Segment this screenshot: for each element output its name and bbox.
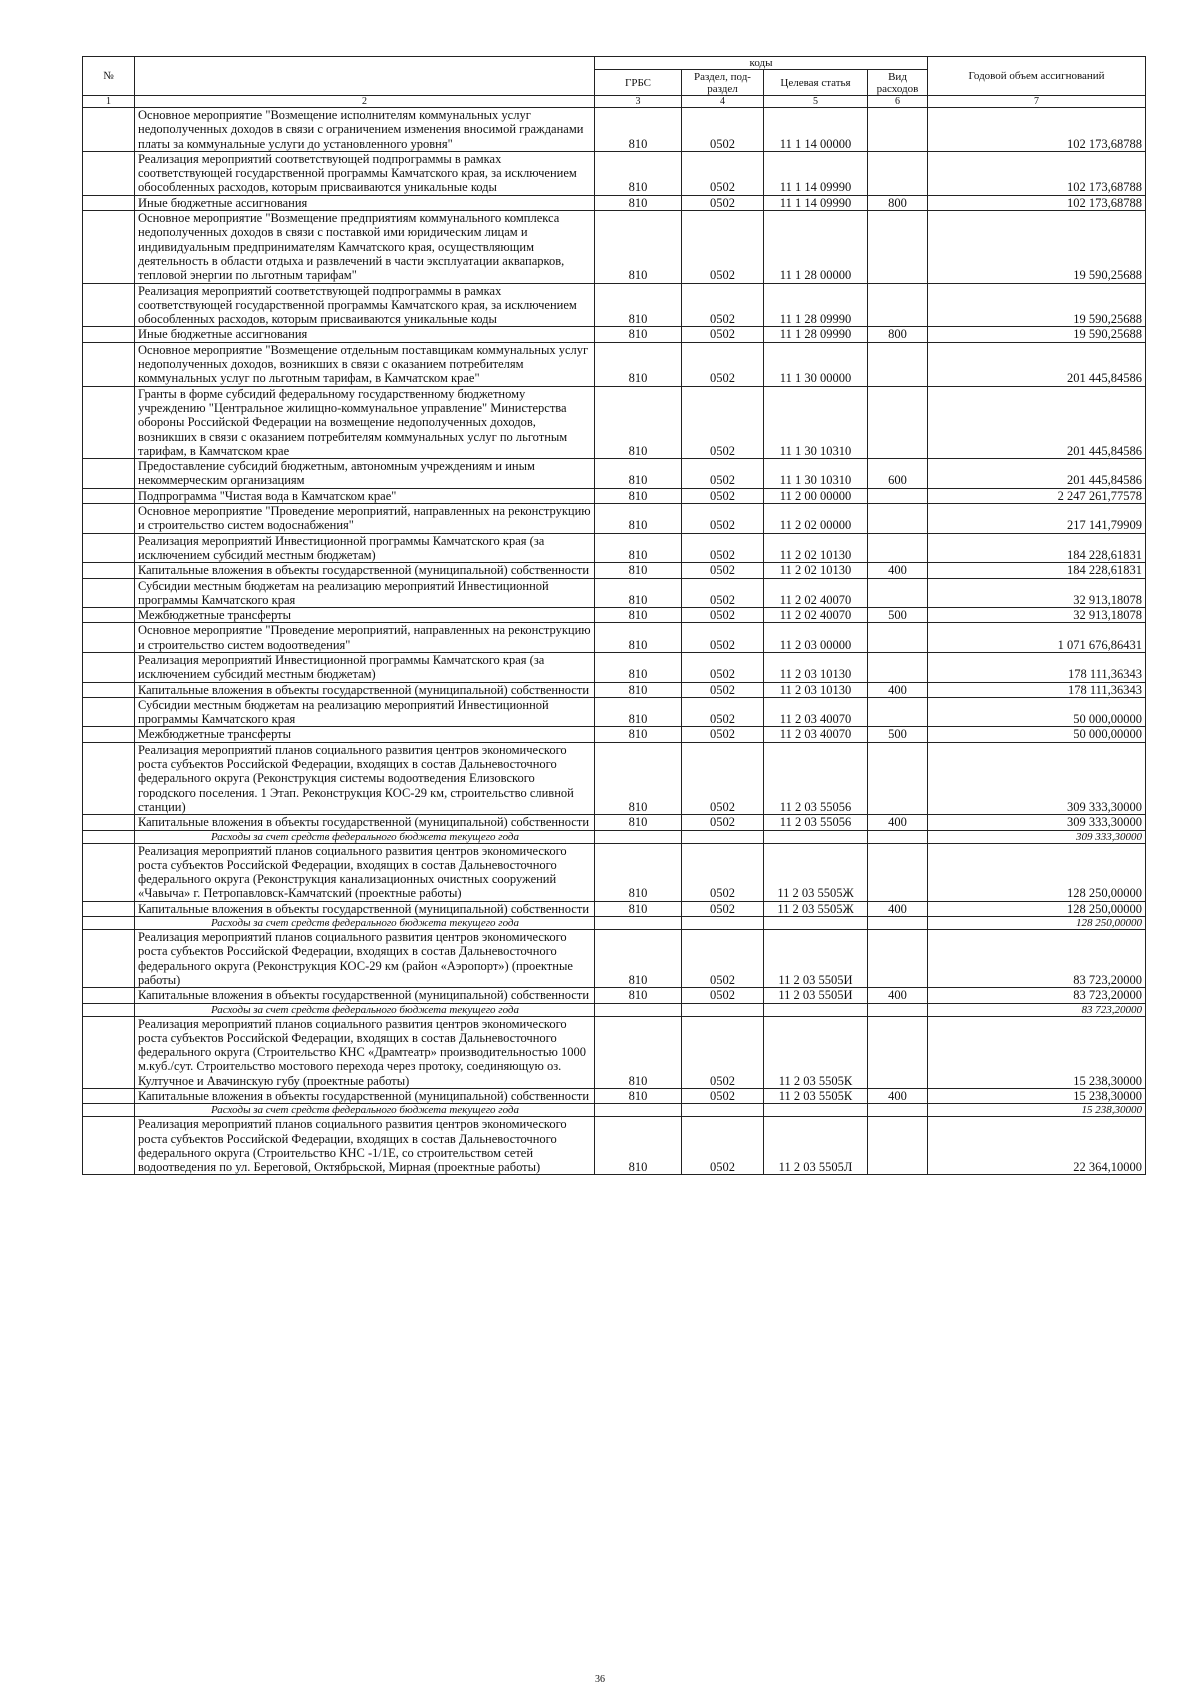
- cell-target: [764, 1003, 868, 1016]
- cell-name: Капитальные вложения в объекты государственной (муниципальной) собственности: [135, 815, 595, 830]
- cell-type: 500: [868, 608, 928, 623]
- cell-type: 800: [868, 327, 928, 342]
- cell-num: [83, 386, 135, 458]
- cell-grbs: 810: [595, 901, 682, 916]
- cell-grbs: 810: [595, 488, 682, 503]
- cell-type: [868, 504, 928, 534]
- table-row: [83, 930, 1146, 988]
- cell-grbs: 810: [595, 1016, 682, 1088]
- cell-name: Реализация мероприятий Инвестиционной программы Камчатского края (за исключением субсидий местным бюджетам): [135, 652, 595, 682]
- cell-section: 0502: [682, 459, 764, 489]
- table-row: [83, 697, 1146, 727]
- cell-num: [83, 652, 135, 682]
- cell-section: 0502: [682, 652, 764, 682]
- cell-amount: 309 333,30000: [928, 742, 1146, 814]
- table-row: [83, 1089, 1146, 1104]
- table-body: [83, 108, 1146, 1175]
- cell-num: [83, 843, 135, 901]
- table-row: [83, 578, 1146, 608]
- cell-target: [764, 1104, 868, 1117]
- cell-amount: 83 723,20000: [928, 930, 1146, 988]
- cell-target: 11 1 30 00000: [764, 342, 868, 386]
- cell-type: [868, 697, 928, 727]
- cell-amount: 32 913,18078: [928, 578, 1146, 608]
- cell-grbs: 810: [595, 727, 682, 742]
- cell-grbs: 810: [595, 386, 682, 458]
- cell-num: [83, 1003, 135, 1016]
- cell-amount: 19 590,25688: [928, 327, 1146, 342]
- cell-target: 11 2 02 10130: [764, 533, 868, 563]
- cell-section: 0502: [682, 195, 764, 210]
- cell-num: [83, 342, 135, 386]
- cell-target: 11 2 02 10130: [764, 563, 868, 578]
- col-number-7: 7: [928, 96, 1146, 108]
- table-row: [83, 342, 1146, 386]
- table-row: [83, 195, 1146, 210]
- cell-name: Капитальные вложения в объекты государственной (муниципальной) собственности: [135, 682, 595, 697]
- cell-grbs: 810: [595, 1089, 682, 1104]
- cell-grbs: 810: [595, 623, 682, 653]
- cell-amount: 128 250,00000: [928, 917, 1146, 930]
- cell-name: Субсидии местным бюджетам на реализацию мероприятий Инвестиционной программы Камчатского края: [135, 578, 595, 608]
- cell-type: 400: [868, 901, 928, 916]
- cell-section: 0502: [682, 1117, 764, 1175]
- table-row: [83, 727, 1146, 742]
- cell-grbs: 810: [595, 697, 682, 727]
- cell-grbs: 810: [595, 151, 682, 195]
- cell-amount: 83 723,20000: [928, 988, 1146, 1003]
- table-row: [83, 386, 1146, 458]
- cell-target: 11 1 14 09990: [764, 151, 868, 195]
- col-number-1: 1: [83, 96, 135, 108]
- table-row-note: [83, 1003, 1146, 1016]
- cell-grbs: 810: [595, 988, 682, 1003]
- cell-type: [868, 623, 928, 653]
- cell-grbs: 810: [595, 815, 682, 830]
- cell-num: [83, 488, 135, 503]
- cell-num: [83, 151, 135, 195]
- cell-section: 0502: [682, 283, 764, 327]
- cell-section: 0502: [682, 742, 764, 814]
- header-expense-type: Вид расходов: [868, 70, 928, 96]
- table-row-note: [83, 830, 1146, 843]
- cell-section: 0502: [682, 488, 764, 503]
- cell-section: 0502: [682, 108, 764, 152]
- cell-target: 11 1 28 09990: [764, 327, 868, 342]
- cell-target: 11 2 03 10130: [764, 682, 868, 697]
- cell-amount: 15 238,30000: [928, 1104, 1146, 1117]
- cell-name: Реализация мероприятий планов социального развития центров экономического роста субъектов Российской Федерации, входящих в состав Дальневосточного федерального округа (Строительство КНС -1/1Е, со строительством сетей водоотведения по ул. Береговой, Октябрьской, Мирная (проектные работы): [135, 1117, 595, 1175]
- cell-target: 11 2 03 5505К: [764, 1089, 868, 1104]
- cell-section: 0502: [682, 930, 764, 988]
- cell-num: [83, 563, 135, 578]
- cell-grbs: 810: [595, 327, 682, 342]
- cell-section: 0502: [682, 843, 764, 901]
- cell-section: 0502: [682, 901, 764, 916]
- cell-name: Гранты в форме субсидий федеральному государственному бюджетному учреждению "Центральное жилищно-коммунальное управление" Министерства обороны Российской Федерации на возмещение недополученных доходов, возникших в связи с оказанием потребителям коммунальных услуг по льготным тарифам, в Камчатском крае: [135, 386, 595, 458]
- header-codes: коды: [595, 57, 928, 70]
- table-row: [83, 533, 1146, 563]
- header-number: №: [83, 57, 135, 96]
- cell-section: 0502: [682, 608, 764, 623]
- header-grbs: ГРБС: [595, 70, 682, 96]
- cell-section: 0502: [682, 327, 764, 342]
- cell-name: Реализация мероприятий планов социального развития центров экономического роста субъектов Российской Федерации, входящих в состав Дальневосточного федерального округа (Реконструкция КОС-29 км (район «Аэропорт») (проектные работы): [135, 930, 595, 988]
- table-row: [83, 488, 1146, 503]
- cell-num: [83, 1104, 135, 1117]
- cell-amount: 22 364,10000: [928, 1117, 1146, 1175]
- cell-section: 0502: [682, 697, 764, 727]
- cell-amount: 19 590,25688: [928, 283, 1146, 327]
- cell-name: Капитальные вложения в объекты государственной (муниципальной) собственности: [135, 988, 595, 1003]
- cell-amount: 178 111,36343: [928, 652, 1146, 682]
- table-row: [83, 1117, 1146, 1175]
- cell-num: [83, 1117, 135, 1175]
- cell-section: 0502: [682, 578, 764, 608]
- cell-num: [83, 108, 135, 152]
- cell-section: 0502: [682, 1016, 764, 1088]
- cell-num: [83, 988, 135, 1003]
- cell-grbs: [595, 1104, 682, 1117]
- budget-table-sheet: [82, 56, 1145, 1175]
- cell-target: 11 2 03 40070: [764, 697, 868, 727]
- cell-num: [83, 727, 135, 742]
- cell-target: 11 1 30 10310: [764, 459, 868, 489]
- cell-num: [83, 917, 135, 930]
- cell-num: [83, 830, 135, 843]
- cell-target: 11 2 03 00000: [764, 623, 868, 653]
- cell-amount: 201 445,84586: [928, 386, 1146, 458]
- cell-target: 11 2 03 40070: [764, 727, 868, 742]
- cell-amount: 128 250,00000: [928, 901, 1146, 916]
- table-row: [83, 504, 1146, 534]
- cell-target: 11 1 30 10310: [764, 386, 868, 458]
- cell-type: 400: [868, 1089, 928, 1104]
- cell-num: [83, 1089, 135, 1104]
- cell-target: [764, 917, 868, 930]
- cell-amount: 15 238,30000: [928, 1016, 1146, 1088]
- cell-target: 11 2 03 5505Ж: [764, 901, 868, 916]
- cell-name: Капитальные вложения в объекты государственной (муниципальной) собственности: [135, 563, 595, 578]
- table-row: [83, 843, 1146, 901]
- cell-name: Основное мероприятие "Возмещение предприятиям коммунального комплекса недополученных доходов в связи с поставкой ими юридическим лицам и индивидуальным предпринимателям Камчатского края, осуществляющим деятельность в области отдыха и развлечений в части эксплуатации аквапарков, тепловой энергии по льготным тарифам": [135, 211, 595, 283]
- cell-name: Реализация мероприятий соответствующей подпрограммы в рамках соответствующей государственной программы Камчатского края, за исключением обособленных расходов, которым присваиваются уникальные коды: [135, 283, 595, 327]
- cell-section: 0502: [682, 342, 764, 386]
- cell-target: 11 2 03 5505И: [764, 930, 868, 988]
- cell-target: 11 1 14 09990: [764, 195, 868, 210]
- cell-num: [83, 682, 135, 697]
- cell-grbs: 810: [595, 930, 682, 988]
- cell-grbs: 810: [595, 843, 682, 901]
- cell-name: Реализация мероприятий Инвестиционной программы Камчатского края (за исключением субсидий местным бюджетам): [135, 533, 595, 563]
- cell-amount: 2 247 261,77578: [928, 488, 1146, 503]
- cell-amount: 50 000,00000: [928, 697, 1146, 727]
- cell-type: [868, 843, 928, 901]
- cell-target: 11 2 03 5505Ж: [764, 843, 868, 901]
- cell-type: 400: [868, 988, 928, 1003]
- cell-name: Субсидии местным бюджетам на реализацию мероприятий Инвестиционной программы Камчатского края: [135, 697, 595, 727]
- table-row: [83, 211, 1146, 283]
- cell-section: [682, 917, 764, 930]
- cell-target: 11 2 03 55056: [764, 815, 868, 830]
- cell-section: 0502: [682, 533, 764, 563]
- cell-name: Иные бюджетные ассигнования: [135, 327, 595, 342]
- cell-num: [83, 211, 135, 283]
- cell-type: [868, 1104, 928, 1117]
- cell-target: [764, 830, 868, 843]
- cell-type: [868, 211, 928, 283]
- cell-num: [83, 533, 135, 563]
- cell-num: [83, 327, 135, 342]
- cell-name: Межбюджетные трансферты: [135, 727, 595, 742]
- cell-num: [83, 742, 135, 814]
- cell-section: [682, 830, 764, 843]
- cell-section: [682, 1003, 764, 1016]
- cell-num: [83, 459, 135, 489]
- cell-name: Иные бюджетные ассигнования: [135, 195, 595, 210]
- cell-section: 0502: [682, 1089, 764, 1104]
- table-row-note: [83, 917, 1146, 930]
- cell-section: 0502: [682, 563, 764, 578]
- table-row: [83, 1016, 1146, 1088]
- cell-name: Основное мероприятие "Проведение мероприятий, направленных на реконструкцию и строительство систем водоснабжения": [135, 504, 595, 534]
- cell-type: [868, 930, 928, 988]
- cell-section: 0502: [682, 623, 764, 653]
- cell-amount: 184 228,61831: [928, 563, 1146, 578]
- table-row: [83, 563, 1146, 578]
- cell-section: 0502: [682, 504, 764, 534]
- table-row: [83, 327, 1146, 342]
- cell-type: [868, 151, 928, 195]
- cell-amount: 201 445,84586: [928, 342, 1146, 386]
- cell-target: 11 2 02 00000: [764, 504, 868, 534]
- budget-table: [82, 56, 1146, 1175]
- cell-amount: 19 590,25688: [928, 211, 1146, 283]
- cell-section: 0502: [682, 151, 764, 195]
- cell-type: [868, 1016, 928, 1088]
- cell-target: 11 2 02 40070: [764, 608, 868, 623]
- col-number-4: 4: [682, 96, 764, 108]
- cell-name: Реализация мероприятий соответствующей подпрограммы в рамках соответствующей государственной программы Камчатского края, за исключением обособленных расходов, которым присваиваются уникальные коды: [135, 151, 595, 195]
- cell-type: [868, 742, 928, 814]
- table-row: [83, 682, 1146, 697]
- cell-name: Расходы за счет средств федерального бюджета текущего года: [135, 1003, 595, 1016]
- cell-type: [868, 652, 928, 682]
- table-row: [83, 108, 1146, 152]
- col-number-6: 6: [868, 96, 928, 108]
- cell-grbs: [595, 830, 682, 843]
- cell-type: [868, 386, 928, 458]
- cell-name: Расходы за счет средств федерального бюджета текущего года: [135, 830, 595, 843]
- cell-num: [83, 608, 135, 623]
- cell-grbs: 810: [595, 608, 682, 623]
- cell-section: 0502: [682, 727, 764, 742]
- cell-grbs: 810: [595, 342, 682, 386]
- cell-target: 11 2 02 40070: [764, 578, 868, 608]
- cell-grbs: 810: [595, 283, 682, 327]
- table-row: [83, 459, 1146, 489]
- cell-amount: 309 333,30000: [928, 830, 1146, 843]
- col-number-5: 5: [764, 96, 868, 108]
- cell-grbs: 810: [595, 563, 682, 578]
- cell-grbs: 810: [595, 682, 682, 697]
- cell-section: 0502: [682, 682, 764, 697]
- cell-type: [868, 578, 928, 608]
- cell-amount: 309 333,30000: [928, 815, 1146, 830]
- cell-type: [868, 108, 928, 152]
- cell-type: 500: [868, 727, 928, 742]
- cell-name: Реализация мероприятий планов социального развития центров экономического роста субъектов Российской Федерации, входящих в состав Дальневосточного федерального округа (Реконструкция канализационных очистных сооружений «Чавыча» г. Петропавловск-Камчатский (проектные работы): [135, 843, 595, 901]
- table-row: [83, 608, 1146, 623]
- cell-num: [83, 283, 135, 327]
- cell-grbs: 810: [595, 652, 682, 682]
- cell-type: 400: [868, 682, 928, 697]
- cell-num: [83, 815, 135, 830]
- table-row: [83, 151, 1146, 195]
- cell-grbs: 810: [595, 211, 682, 283]
- cell-name: Основное мероприятие "Возмещение отдельным поставщикам коммунальных услуг недополученных доходов, возникших в связи с оказанием потребителям коммунальных услуг по льготным тарифам, в Камчатском крае": [135, 342, 595, 386]
- cell-name: Основное мероприятие "Возмещение исполнителям коммунальных услуг недополученных доходов в связи с ограничением изменения вносимой гражданами платы за коммунальные услуги до установленного уровня": [135, 108, 595, 152]
- cell-type: [868, 1003, 928, 1016]
- col-number-2: 2: [135, 96, 595, 108]
- cell-num: [83, 1016, 135, 1088]
- cell-grbs: 810: [595, 578, 682, 608]
- cell-grbs: [595, 1003, 682, 1016]
- cell-section: 0502: [682, 386, 764, 458]
- cell-type: [868, 283, 928, 327]
- cell-amount: 102 173,68788: [928, 195, 1146, 210]
- cell-name: Реализация мероприятий планов социального развития центров экономического роста субъектов Российской Федерации, входящих в состав Дальневосточного федерального округа (Реконструкция системы водоотведения Елизовского городского поселения. 1 Этап. Реконструкция КОС-29 км, строительство сливной станции): [135, 742, 595, 814]
- cell-target: 11 2 03 5505И: [764, 988, 868, 1003]
- cell-name: Расходы за счет средств федерального бюджета текущего года: [135, 917, 595, 930]
- header-name: [135, 57, 595, 96]
- table-row: [83, 623, 1146, 653]
- cell-amount: 1 071 676,86431: [928, 623, 1146, 653]
- header-section: Раздел, под-раздел: [682, 70, 764, 96]
- cell-grbs: 810: [595, 195, 682, 210]
- cell-type: [868, 342, 928, 386]
- cell-num: [83, 504, 135, 534]
- cell-amount: 184 228,61831: [928, 533, 1146, 563]
- cell-grbs: 810: [595, 1117, 682, 1175]
- cell-num: [83, 578, 135, 608]
- header-target: Целевая статья: [764, 70, 868, 96]
- table-row: [83, 988, 1146, 1003]
- cell-type: 400: [868, 815, 928, 830]
- cell-num: [83, 901, 135, 916]
- header-annual: Годовой объем ассигнований: [928, 57, 1146, 96]
- cell-type: [868, 917, 928, 930]
- cell-target: 11 2 03 55056: [764, 742, 868, 814]
- cell-name: Подпрограмма "Чистая вода в Камчатском крае": [135, 488, 595, 503]
- cell-grbs: 810: [595, 742, 682, 814]
- cell-amount: 102 173,68788: [928, 151, 1146, 195]
- cell-type: [868, 1117, 928, 1175]
- cell-type: [868, 830, 928, 843]
- table-row: [83, 652, 1146, 682]
- cell-amount: 102 173,68788: [928, 108, 1146, 152]
- cell-amount: 178 111,36343: [928, 682, 1146, 697]
- col-number-3: 3: [595, 96, 682, 108]
- cell-amount: 128 250,00000: [928, 843, 1146, 901]
- cell-grbs: 810: [595, 108, 682, 152]
- table-row: [83, 815, 1146, 830]
- cell-target: 11 1 14 00000: [764, 108, 868, 152]
- cell-target: 11 2 03 5505Л: [764, 1117, 868, 1175]
- cell-amount: 15 238,30000: [928, 1089, 1146, 1104]
- cell-name: Капитальные вложения в объекты государственной (муниципальной) собственности: [135, 1089, 595, 1104]
- cell-type: 400: [868, 563, 928, 578]
- cell-section: 0502: [682, 211, 764, 283]
- cell-target: 11 1 28 09990: [764, 283, 868, 327]
- cell-grbs: 810: [595, 504, 682, 534]
- cell-type: [868, 488, 928, 503]
- cell-name: Предоставление субсидий бюджетным, автономным учреждениям и иным некоммерческим организациям: [135, 459, 595, 489]
- cell-grbs: [595, 917, 682, 930]
- cell-type: 600: [868, 459, 928, 489]
- cell-name: Расходы за счет средств федерального бюджета текущего года: [135, 1104, 595, 1117]
- table-row: [83, 901, 1146, 916]
- cell-num: [83, 697, 135, 727]
- table-row-note: [83, 1104, 1146, 1117]
- cell-section: 0502: [682, 988, 764, 1003]
- cell-num: [83, 930, 135, 988]
- cell-grbs: 810: [595, 533, 682, 563]
- cell-name: Реализация мероприятий планов социального развития центров экономического роста субъектов Российской Федерации, входящих в состав Дальневосточного федерального округа (Строительство КНС «Драмтеатр» производительностью 1000 м.куб./сут. Строительство мостового перехода через протоку, соединяющую оз. Култучное и Авачинскую губу (проектные работы): [135, 1016, 595, 1088]
- cell-section: [682, 1104, 764, 1117]
- table-row: [83, 742, 1146, 814]
- table-row: [83, 283, 1146, 327]
- cell-target: 11 2 03 5505К: [764, 1016, 868, 1088]
- page-number: 36: [595, 1674, 605, 1685]
- cell-num: [83, 195, 135, 210]
- cell-amount: 83 723,20000: [928, 1003, 1146, 1016]
- cell-amount: 50 000,00000: [928, 727, 1146, 742]
- cell-amount: 32 913,18078: [928, 608, 1146, 623]
- cell-type: 800: [868, 195, 928, 210]
- cell-amount: 201 445,84586: [928, 459, 1146, 489]
- cell-target: 11 1 28 00000: [764, 211, 868, 283]
- cell-type: [868, 533, 928, 563]
- cell-name: Основное мероприятие "Проведение мероприятий, направленных на реконструкцию и строительство систем водоотведения": [135, 623, 595, 653]
- cell-amount: 217 141,79909: [928, 504, 1146, 534]
- cell-section: 0502: [682, 815, 764, 830]
- cell-name: Капитальные вложения в объекты государственной (муниципальной) собственности: [135, 901, 595, 916]
- cell-grbs: 810: [595, 459, 682, 489]
- cell-target: 11 2 03 10130: [764, 652, 868, 682]
- cell-name: Межбюджетные трансферты: [135, 608, 595, 623]
- cell-num: [83, 623, 135, 653]
- cell-target: 11 2 00 00000: [764, 488, 868, 503]
